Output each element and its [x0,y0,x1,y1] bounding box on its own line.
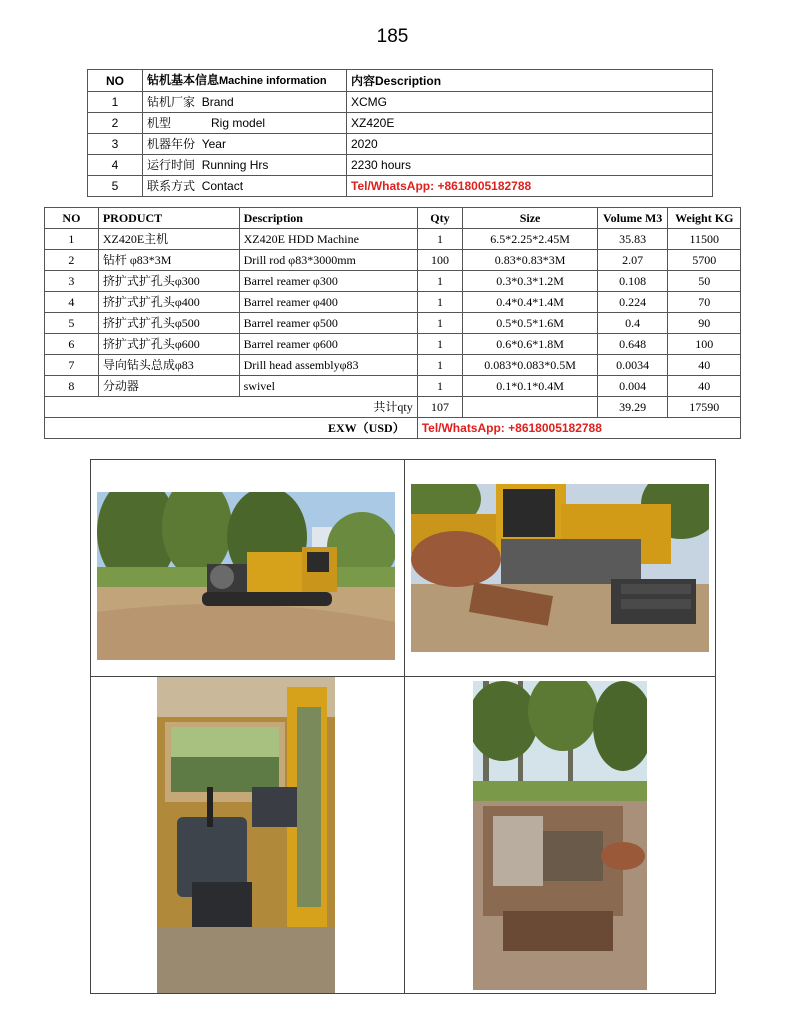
total-size-blank [463,397,598,418]
cell-qty: 1 [417,355,463,376]
photo-drill-head [473,681,647,990]
info-row-no: 1 [88,92,143,113]
table-row [45,334,741,355]
info-row-label [143,176,347,197]
cell-size: 0.5*0.5*1.6M [463,313,598,334]
info-row-value: XZ420E [347,113,713,134]
info-label-cn: 机型 [147,116,172,130]
cell-size: 0.83*0.83*3M [463,250,598,271]
cell-qty: 1 [417,271,463,292]
exw-row [45,418,741,439]
info-row-label [143,134,347,155]
cell-description: Barrel reamer φ500 [239,313,417,334]
table-row [45,271,741,292]
info-label-en: Contact [201,179,244,193]
info-row [88,92,713,113]
cell-no: 3 [45,271,99,292]
total-blank [45,397,99,418]
photo-machine-closeup-image [411,484,709,652]
cell-description: Drill rod φ83*3000mm [239,250,417,271]
cell-product: 钻杆 φ83*3M [98,250,239,271]
info-label-en: Year [201,137,226,151]
table-row [45,376,741,397]
cell-qty: 1 [417,229,463,250]
total-weight: 17590 [668,397,741,418]
cell-no: 5 [45,313,99,334]
cell-size: 0.6*0.6*1.8M [463,334,598,355]
info-header-no: NO [88,70,143,92]
info-header-desc [347,70,713,92]
info-row [88,176,713,197]
info-row [88,155,713,176]
photo-machine-field-image [97,492,395,660]
cell-product: 挤扩式扩孔头φ300 [98,271,239,292]
cell-size: 6.5*2.25*2.45M [463,229,598,250]
info-header-desc-en: Description [375,73,442,88]
cell-size: 0.1*0.1*0.4M [463,376,598,397]
cell-volume: 0.648 [597,334,668,355]
cell-no: 2 [45,250,99,271]
info-header-info-en: Machine information [219,75,327,87]
total-volume: 39.29 [597,397,668,418]
cell-weight: 40 [668,376,741,397]
cell-qty: 1 [417,334,463,355]
photo-drill-head-image [473,681,647,990]
cell-no: 6 [45,334,99,355]
info-label-en: Rig model [211,116,266,130]
info-row-value: 2020 [347,134,713,155]
cell-qty: 100 [417,250,463,271]
cell-weight: 50 [668,271,741,292]
table-row [45,229,741,250]
photo-cab-interior-image [157,677,335,993]
col-header-description: Description [239,208,417,229]
product-header-row [45,208,741,229]
total-row [45,397,741,418]
cell-no: 8 [45,376,99,397]
info-label-cn: 运行时间 [147,158,196,172]
info-row-no: 4 [88,155,143,176]
cell-description: Barrel reamer φ300 [239,271,417,292]
cell-description: swivel [239,376,417,397]
photo-machine-field [97,492,395,660]
cell-product: XZ420E主机 [98,229,239,250]
exw-label: EXW（USD） [45,418,418,439]
exw-contact: Tel/WhatsApp: +8618005182788 [417,418,740,439]
cell-no: 4 [45,292,99,313]
cell-product: 挤扩式扩孔头φ500 [98,313,239,334]
total-label: 共计qty [98,397,417,418]
cell-description: Barrel reamer φ400 [239,292,417,313]
cell-volume: 0.108 [597,271,668,292]
grid-divider-vertical [404,460,405,993]
cell-qty: 1 [417,292,463,313]
cell-description: XZ420E HDD Machine [239,229,417,250]
info-row-no: 3 [88,134,143,155]
col-header-no: NO [45,208,99,229]
col-header-qty: Qty [417,208,463,229]
info-label-en: Running Hrs [201,158,269,172]
info-label-cn: 钻机厂家 [147,95,196,109]
info-header-info [143,70,347,92]
info-row-value: XCMG [347,92,713,113]
cell-volume: 0.224 [597,292,668,313]
product-table [44,207,741,439]
cell-description: Barrel reamer φ600 [239,334,417,355]
cell-description: Drill head assemblyφ83 [239,355,417,376]
contact-phone: Tel/WhatsApp: +8618005182788 [347,176,713,197]
info-header-desc-cn: 内容 [351,73,376,88]
cell-no: 1 [45,229,99,250]
cell-qty: 1 [417,376,463,397]
photo-machine-closeup [411,484,709,652]
info-label-cn: 联系方式 [147,179,196,193]
cell-size: 0.4*0.4*1.4M [463,292,598,313]
info-label-en: Brand [201,95,234,109]
cell-weight: 90 [668,313,741,334]
table-row [45,313,741,334]
cell-weight: 5700 [668,250,741,271]
col-header-size: Size [463,208,598,229]
cell-product: 挤扩式扩孔头φ600 [98,334,239,355]
cell-weight: 11500 [668,229,741,250]
cell-weight: 40 [668,355,741,376]
info-row [88,134,713,155]
info-header-row [88,70,713,92]
cell-weight: 100 [668,334,741,355]
cell-volume: 0.4 [597,313,668,334]
col-header-weight: Weight KG [668,208,741,229]
cell-qty: 1 [417,313,463,334]
cell-size: 0.083*0.083*0.5M [463,355,598,376]
product-rows [45,229,741,397]
info-row-label [143,92,347,113]
table-row [45,355,741,376]
info-label-cn: 机器年份 [147,137,196,151]
cell-product: 导向钻头总成φ83 [98,355,239,376]
table-row [45,292,741,313]
info-row-label [143,113,347,134]
total-qty: 107 [417,397,463,418]
cell-volume: 0.004 [597,376,668,397]
machine-info-table [87,69,713,197]
col-header-volume: Volume M3 [597,208,668,229]
cell-product: 挤扩式扩孔头φ400 [98,292,239,313]
info-row-no: 2 [88,113,143,134]
info-row-label [143,155,347,176]
cell-volume: 35.83 [597,229,668,250]
info-row [88,113,713,134]
info-row-value: 2230 hours [347,155,713,176]
cell-volume: 0.0034 [597,355,668,376]
photo-cab-interior [157,677,335,993]
page-number: 185 [376,26,409,47]
info-header-info-cn: 钻机基本信息 [147,73,220,87]
col-header-product: PRODUCT [98,208,239,229]
photo-grid [90,459,716,994]
cell-product: 分动器 [98,376,239,397]
cell-weight: 70 [668,292,741,313]
cell-volume: 2.07 [597,250,668,271]
info-row-no: 5 [88,176,143,197]
table-row [45,250,741,271]
cell-no: 7 [45,355,99,376]
cell-size: 0.3*0.3*1.2M [463,271,598,292]
